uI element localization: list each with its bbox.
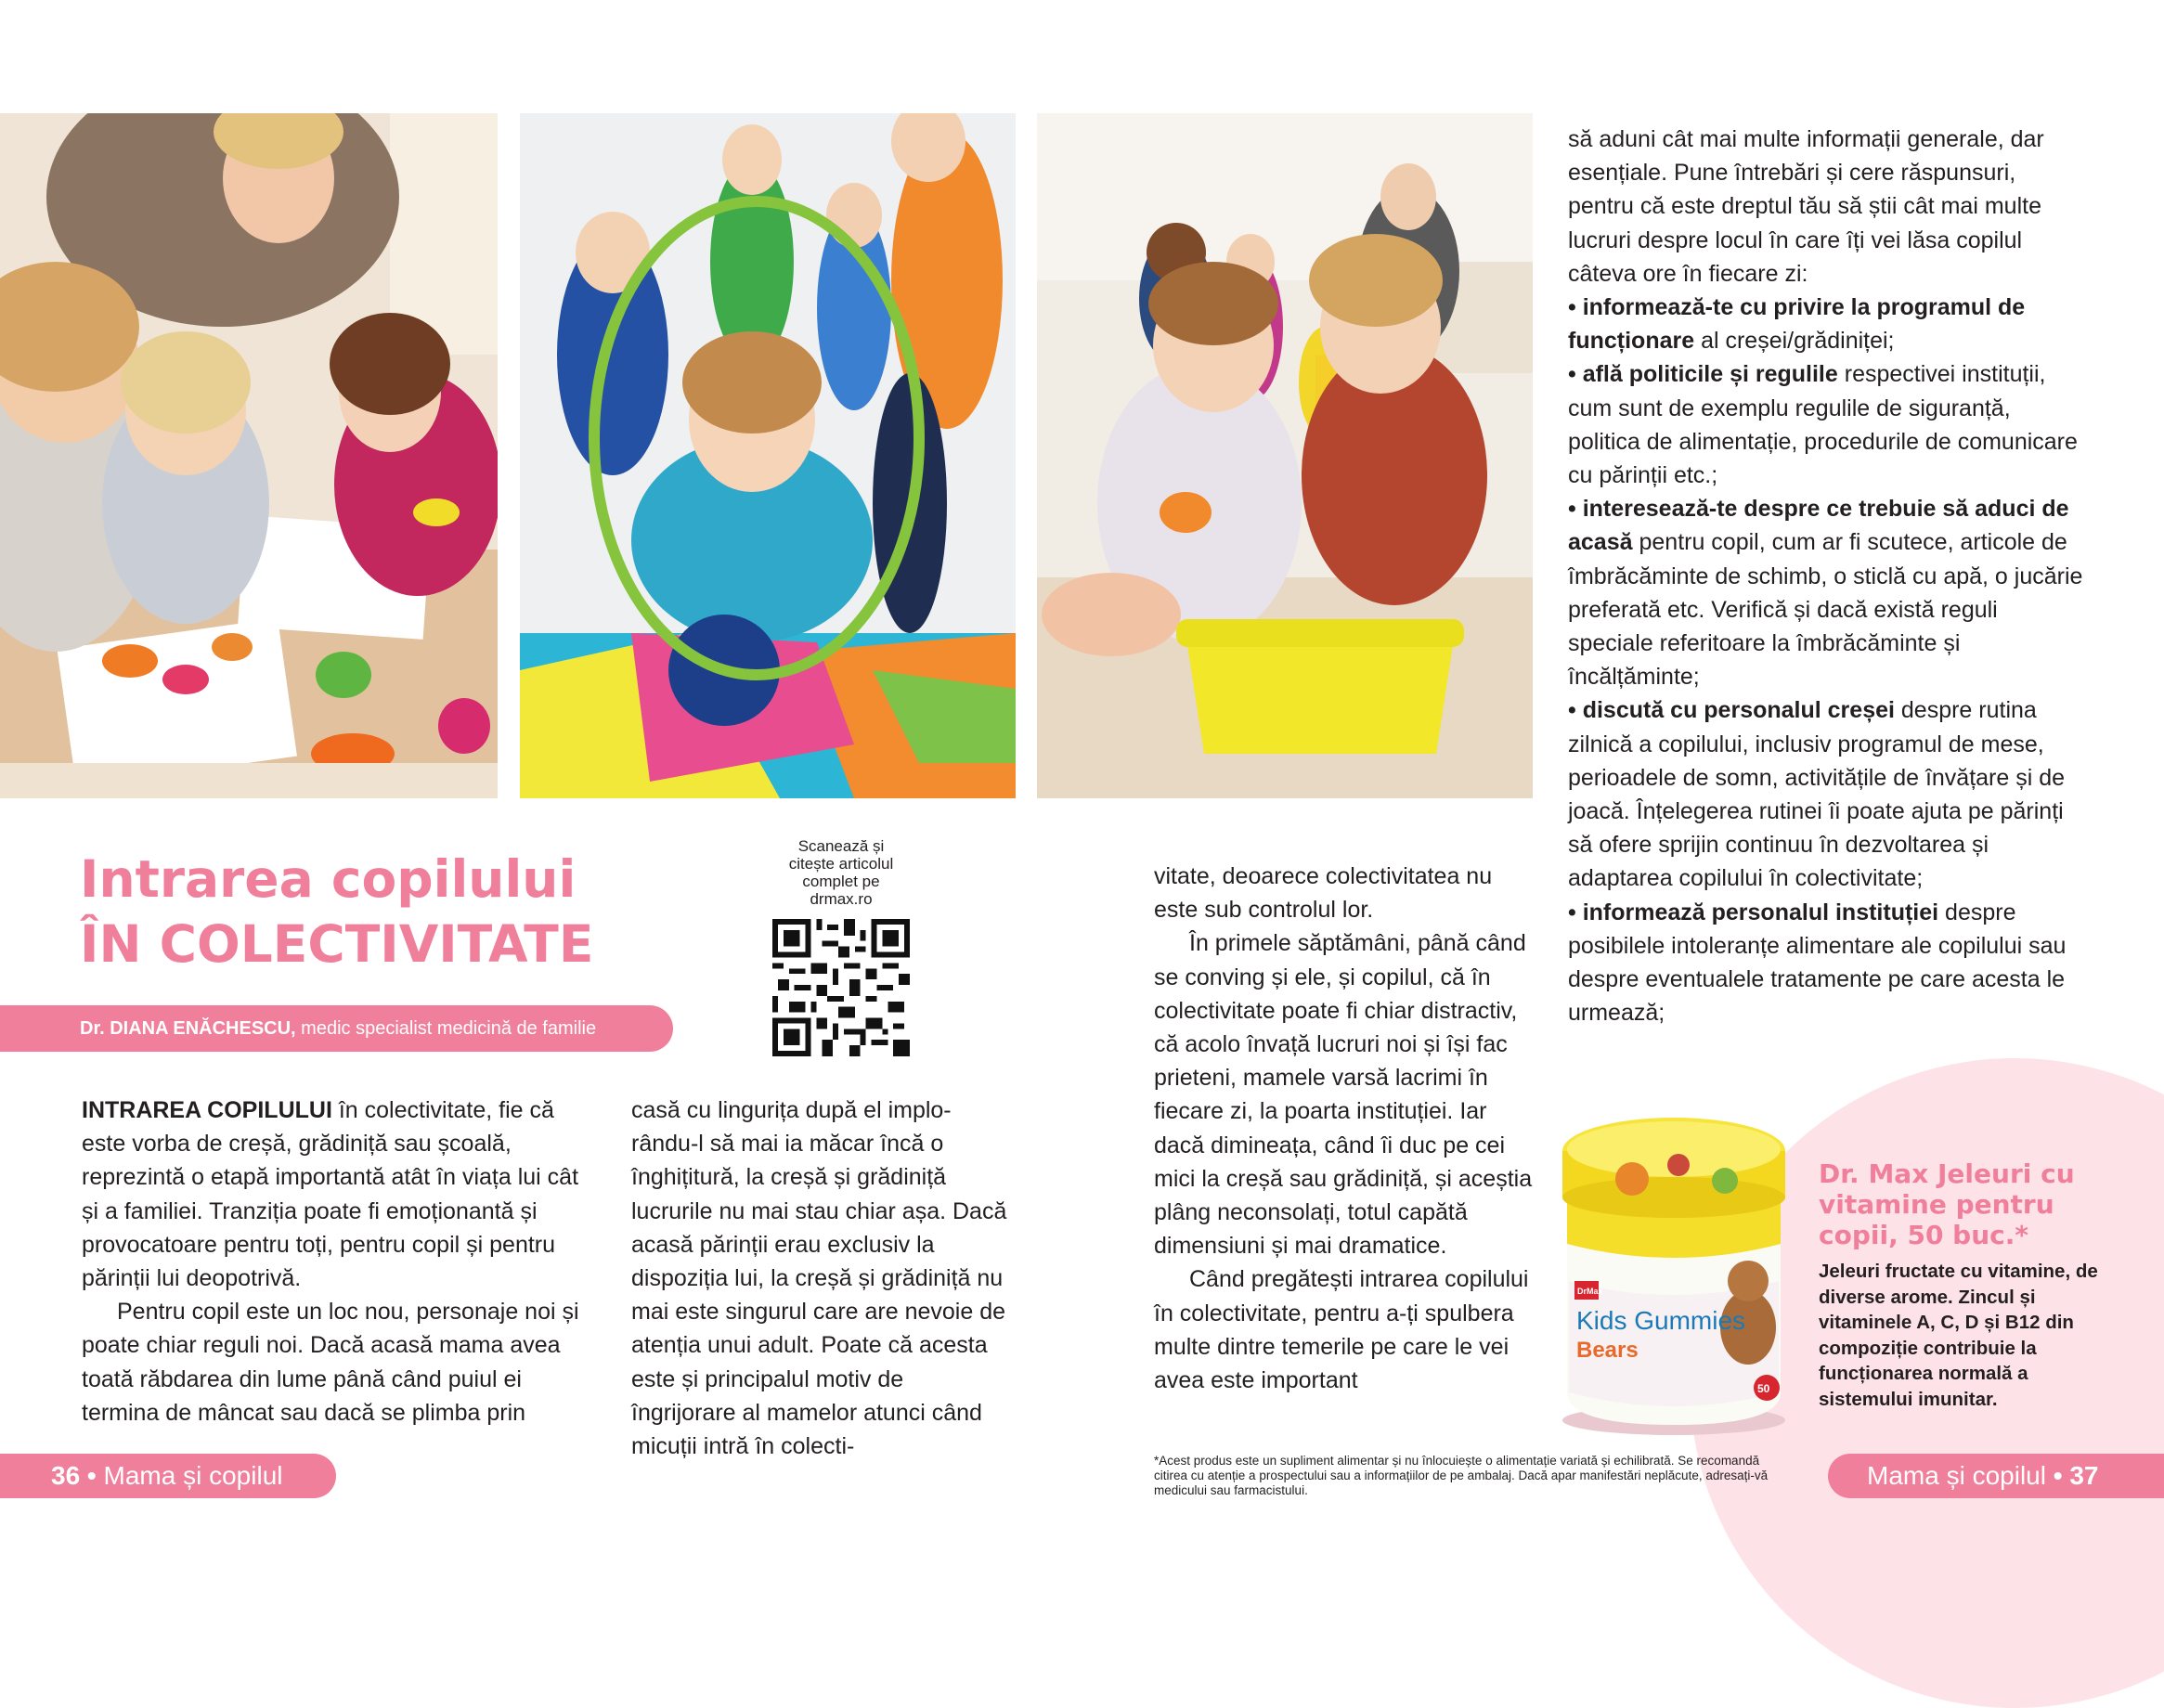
- footer-left: [0, 1454, 336, 1498]
- paragraph: [82, 1093, 602, 1295]
- bullet-item: [1568, 291, 2088, 357]
- title-line-1: Intrarea copilului: [80, 849, 577, 909]
- bullet-text: respectivei instituții, cum sunt de exemplu regulile de siguranță, politica de alimentație, procedurile de comunicare cu părinții etc.;: [1568, 361, 2078, 489]
- author-role: medic specialist medicină de familie: [295, 1018, 597, 1039]
- bullet-bold: • informează personalul instituției: [1568, 899, 1939, 925]
- paragraph: să aduni cât mai multe informații generale, dar esențiale. Pune întrebări și cere răspunsuri, pentru că este dreptul tău să știi cât mai multe lucruri despre locul în care îți vei lăsa copilul câteva ore în fiecare zi:: [1568, 126, 2044, 287]
- disclaimer: *Acest produs este un supliment alimentar și nu înlocuiește o alimentație variată și echilibrată. Se recomandă citirea cu atenție a prospectului sau a informațiilor de pe ambalaj. Dacă apar manifestări neplăcute, adresați-vă medicului sau farmacistului.: [1154, 1454, 1769, 1497]
- bullet-bold: • interesează-te despre ce trebuie să aduci de acasă: [1568, 496, 2069, 556]
- magazine-name-right: Mama și copilul: [1867, 1461, 2046, 1490]
- footer-separator: •: [2045, 1461, 2070, 1490]
- bullet-item: [1568, 896, 2088, 1030]
- page-number-left: 36: [51, 1461, 81, 1490]
- bullet-text: al creșei/grădiniței;: [1694, 328, 1895, 355]
- bullet-item: [1568, 492, 2088, 693]
- paragraph: În primele săptămâni, până când se conving și ele, și copilul, că în colectivitate poate fi chiar distractiv, că acolo învață lucruri noi și își fac prieteni, mamele varsă lacrimi în fiecare zi, la poarta instituției. Iar dacă dimineața, când îi duc pe cei mici la creșă sau grădiniță, și aceștia plâng neconsolați, totul capătă dimensiuni și mai dramatice.: [1154, 930, 1533, 1260]
- footer-right: [1828, 1454, 2164, 1498]
- photo-children-playdough: [0, 113, 498, 798]
- paragraph: Când pregătești intrarea copilului în colectivitate, pentru a-ți spulbera multe dintre temerile pe care le vei avea este important: [1154, 1266, 1529, 1394]
- footer-separator: •: [80, 1461, 104, 1490]
- jar-brand: DrMax: [1577, 1287, 1603, 1296]
- title-line-2: ÎN COLECTIVITATE: [80, 914, 594, 974]
- author-bar: [0, 1005, 673, 1052]
- paragraph: vitate, deoarece colectivitatea nu este sub controlul lor.: [1154, 863, 1493, 924]
- product-name: Dr. Max Jeleuri cu vitamine pentru copii, 50 buc.*: [1819, 1158, 2075, 1250]
- jar-label-2: Bears: [1576, 1338, 1639, 1363]
- paragraph: casă cu lingurița după el implo-rându-l să mai ia măcar încă o înghițitură, la creșă și grădiniță lucrurile nu mai stau chiar așa. Dacă acasă părinții erau exclusiv la dispoziția lui, la creșă și grădiniță nu mai este singurul care are nevoie de atenția unui adult. Poate că acesta este și principalul motiv de îngrijorare al mamelor atunci când micuții intră în colecti-: [631, 1097, 1007, 1460]
- bullet-item: [1568, 693, 2088, 895]
- bullet-bold: • află politicile și regulile: [1568, 361, 1838, 388]
- article-column-2: [631, 1093, 1012, 1463]
- bullet-text: pentru copil, cum ar fi scutece, articole de îmbrăcăminte de schimb, o sticlă cu apă, o jucărie preferată etc. Verifică și dacă există reguli speciale referitoare la îmbrăcăminte și încălțăminte;: [1568, 529, 2083, 691]
- qr-caption-line: complet pe: [802, 873, 880, 890]
- article-column-4: [1568, 123, 2088, 1029]
- qr-caption-line: Scanează și: [797, 837, 885, 855]
- qr-caption-line: citește articolul: [788, 855, 894, 873]
- article-title: [80, 847, 730, 977]
- bullet-bold: • discută cu personalul creșei: [1568, 697, 1895, 724]
- author-name: Dr. DIANA ENĂCHESCU,: [80, 1018, 296, 1039]
- lead-text: INTRAREA COPILULUI: [82, 1097, 332, 1123]
- bullet-bold: • informează-te cu privire la programul de funcționare: [1568, 294, 2026, 355]
- photo-boys-playing: [1037, 113, 1533, 798]
- bullet-text: despre posibilele intoleranțe alimentare ale copilului sau despre eventualele tratamente pe care acesta le urmează;: [1568, 899, 2067, 1027]
- qr-caption: [767, 837, 915, 908]
- paragraph: Pentru copil este un loc nou, personaje noi și poate chiar reguli noi. Dacă acasă mama avea toată răbdarea din lume până când puiul ei termina de mâncat sau dacă se plimba prin: [82, 1299, 579, 1426]
- qr-code[interactable]: [772, 919, 910, 1056]
- paragraph-text: în colectivitate, fie că este vorba de creșă, grădiniță sau școală, reprezintă o etapă importantă atât în viața lui cât și a familiei. Tranziția poate fi emoționantă și provocatoare pentru toți, pentru copil și pentru părinții lui deopotrivă.: [82, 1097, 579, 1292]
- jar-count: 50: [1757, 1382, 1770, 1395]
- qr-caption-line: drmax.ro: [810, 890, 873, 908]
- page-number-right: 37: [2069, 1461, 2099, 1490]
- article-column-3: [1154, 860, 1535, 1397]
- jar-label-1: Kids Gummies: [1576, 1306, 1746, 1335]
- product-description: Jeleuri fructate cu vitamine, de diverse arome. Zincul și vitaminele A, C, D și B12 din compoziție contribuie la funcționarea normală a sistemului imunitar.: [1819, 1261, 2098, 1410]
- bullet-text: despre rutina zilnică a copilului, inclusiv programul de mese, perioadele de somn, activitățile de învățare și de joacă. Înțelegerea rutinei îi poate ajuta pe părinți să ofere sprijin continuu în dezvoltarea și adaptarea copilului în colectivitate;: [1568, 697, 2066, 892]
- gummies-jar-image: [1548, 1114, 1799, 1439]
- bullet-item: [1568, 357, 2088, 492]
- photo-girl-hula-hoop: [520, 113, 1016, 798]
- magazine-name-left: Mama și copilul: [103, 1461, 283, 1490]
- article-column-1: [82, 1093, 602, 1430]
